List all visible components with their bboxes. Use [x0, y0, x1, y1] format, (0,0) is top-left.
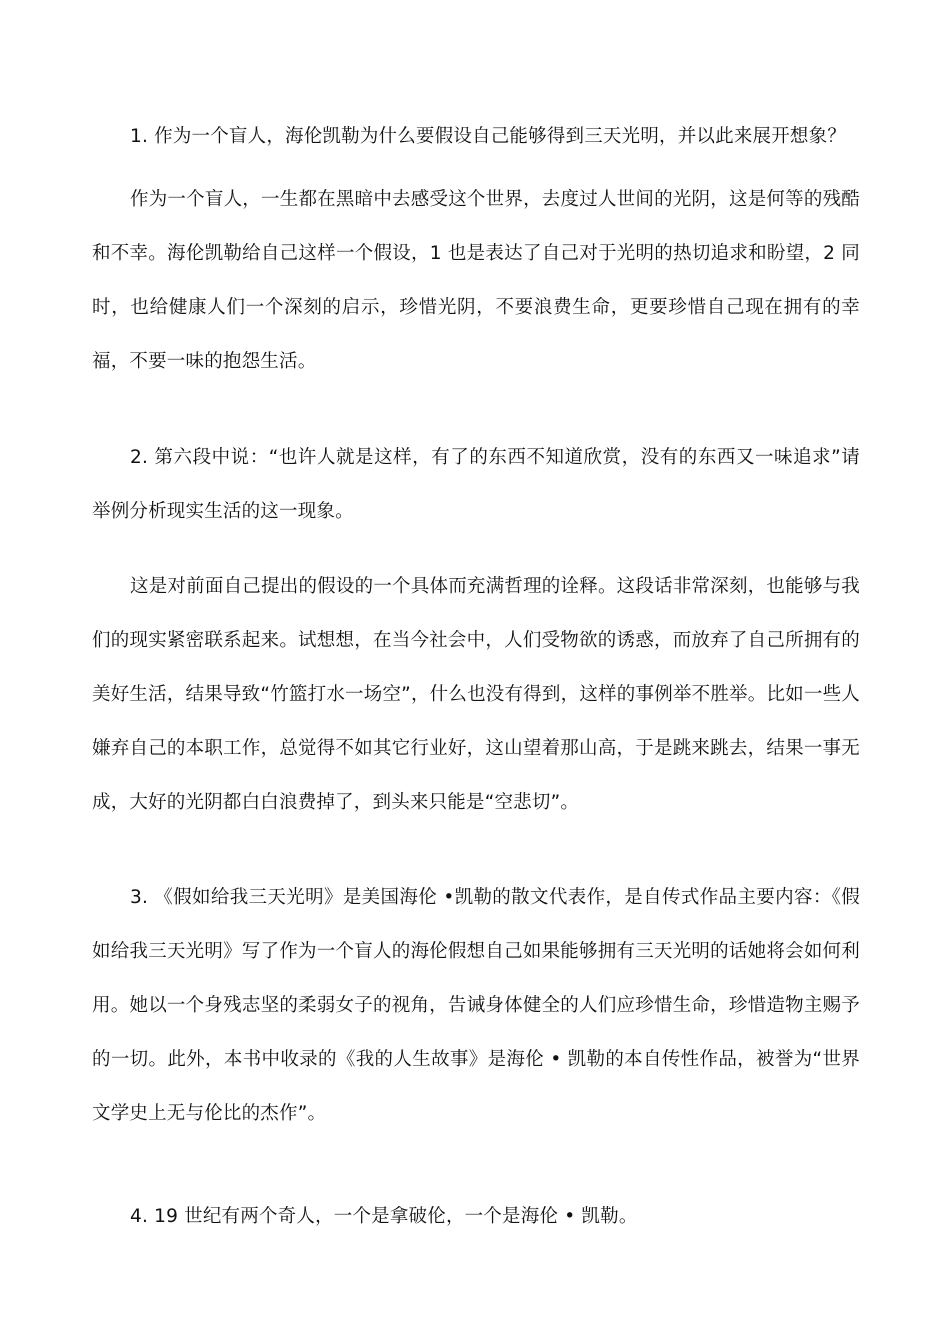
answer-2: 这是对前面自己提出的假设的一个具体而充满哲理的诠释。这段话非常深刻，也能够与我们的现实紧密联系起来。试想想，在当今社会中，人们受物欲的诱惑，而放弃了自己所拥有的美好生活，结果导致“竹篮打水一场空”，什么也没有得到，这样的事例举不胜举。比如一些人嫌弃自己的本职工作，总觉得不如其它行业好，这山望着那山高，于是跳来跳去，结果一事无成，大好的光阴都白白浪费掉了，到头来只能是“空悲切”。: [92, 576, 860, 813]
answer-1: 作为一个盲人，一生都在黑暗中去感受这个世界，去度过人世间的光阴，这是何等的残酷和不幸。海伦凯勒给自己这样一个假设，1 也是表达了自己对于光明的热切追求和盼望，2 同时，也给健康人们一个深刻的启示，珍惜光阴，不要浪费生命，更要珍惜自己现在拥有的幸福，不要一味的抱怨生活。: [92, 189, 860, 372]
question-1: 1. 作为一个盲人，海伦凯勒为什么要假设自己能够得到三天光明，并以此来展开想象？: [130, 126, 847, 147]
item-3: 3. 《假如给我三天光明》是美国海伦 •凯勒的散文代表作，是自传式作品主要内容：《假如给我三天光明》写了作为一个盲人的海伦假想自己如果能够拥有三天光明的话她将会如何利用。她以一个身残志坚的柔弱女子的视角，告诫身体健全的人们应珍惜生命，珍惜造物主赐予的一切。此外，本书中收录的《我的人生故事》是海伦 • 凯勒的本自传性作品，被誉为“世界文学史上无与伦比的杰作”。: [92, 887, 860, 1124]
item-4: 4. 19 世纪有两个奇人，一个是拿破伦，一个是海伦 • 凯勒。: [130, 1206, 638, 1227]
question-2: 2. 第六段中说：“也许人就是这样，有了的东西不知道欣赏，没有的东西又一味追求”请举例分析现实生活的这一现象。: [92, 447, 860, 522]
